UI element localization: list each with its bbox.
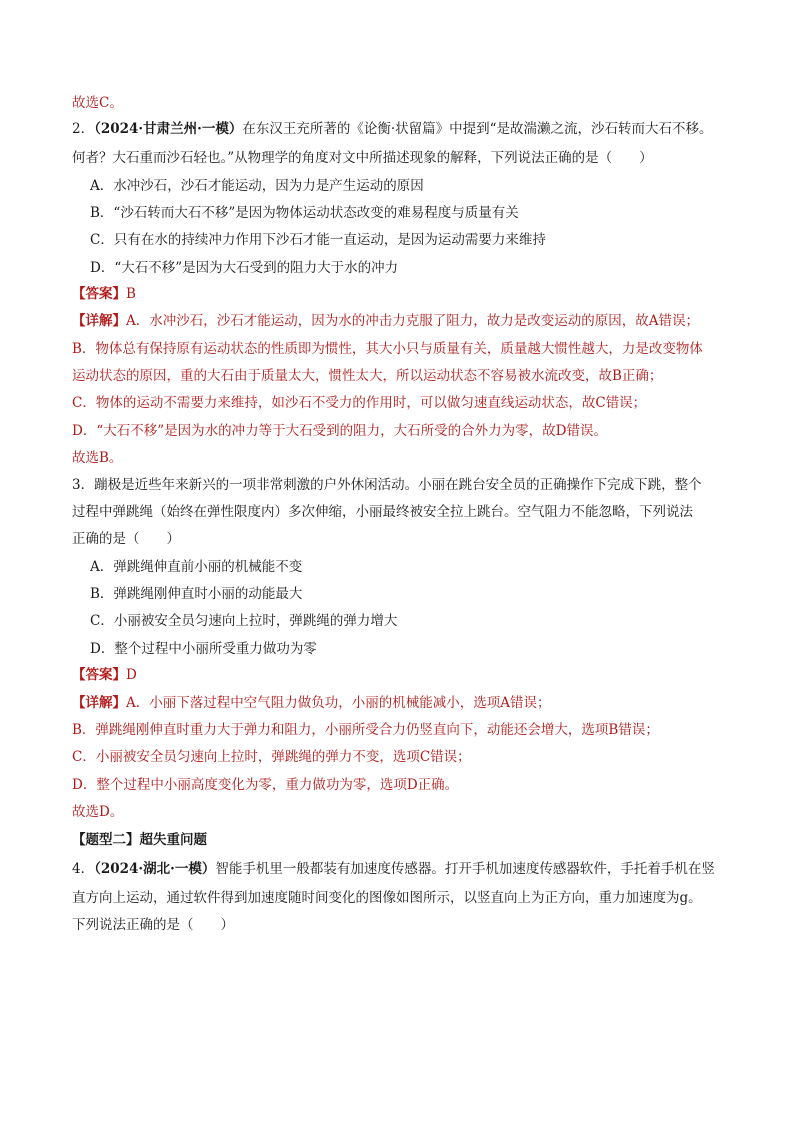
section-heading: 【题型二】超失重问题 xyxy=(72,832,207,848)
question-text: 智能手机里一般都装有加速度传感器。打开手机加速度传感器软件，手托着手机在竖 xyxy=(215,861,715,877)
question-2-explanation-line-1 xyxy=(72,312,699,330)
question-2-conclusion: 故选B。 xyxy=(72,450,123,466)
question-text: 在东汉王充所著的《论衡·状留篇》中提到“是故湍濑之流，沙石转而大石不移。 xyxy=(242,121,713,137)
question-3-explanation-line-3: C．小丽被安全员匀速向上拉时，弹跳绳的弹力不变，选项C错误； xyxy=(72,749,471,765)
question-3-conclusion: 故选D。 xyxy=(72,804,124,820)
answer-value: B xyxy=(126,286,136,302)
conclusion-line: 故选C。 xyxy=(72,95,123,111)
question-2-stem-line-1 xyxy=(72,120,713,138)
question-3-option-a: A．弹跳绳伸直前小丽的机械能不变 xyxy=(90,559,303,575)
answer-value: D xyxy=(126,667,137,683)
question-3-explanation-line-1 xyxy=(72,694,551,712)
question-2-option-a: A．水冲沙石，沙石才能运动，因为力是产生运动的原因 xyxy=(90,178,424,194)
question-2-explanation-line-5: D．“大石不移”是因为水的冲力等于大石受到的阻力，大石所受的合外力为零，故D错误。 xyxy=(72,423,607,439)
question-4-stem-line-2: 直方向上运动，通过软件得到加速度随时间变化的图像如图所示，以竖直向上为正方向，重力加速度为g。 xyxy=(72,890,702,906)
question-3-explanation-line-4: D．整个过程中小丽高度变化为零，重力做功为零，选项D正确。 xyxy=(72,777,459,793)
question-2-answer xyxy=(72,285,136,303)
question-3-explanation-line-2: B．弹跳绳刚伸直时重力大于弹力和阻力，小丽所受合力仍竖直向下，动能还会增大，选项B错误； xyxy=(72,722,659,738)
question-source: （2024·甘肃兰州·一模） xyxy=(94,121,243,137)
question-2-option-b: B．“沙石转而大石不移”是因为物体运动状态改变的难易程度与质量有关 xyxy=(90,205,519,221)
question-source: （2024·湖北·一模） xyxy=(94,861,216,877)
explanation-text: A．小丽下落过程中空气阻力做负功，小丽的机械能减小，选项A错误； xyxy=(126,695,551,711)
question-3-answer xyxy=(72,666,137,684)
question-2-explanation-line-4: C．物体的运动不需要力来维持，如沙石不受力的作用时，可以做匀速直线运动状态，故C错误； xyxy=(72,395,647,411)
question-2-option-d: D．“大石不移”是因为大石受到的阻力大于水的冲力 xyxy=(90,260,399,276)
question-3-stem-line-1: 3．蹦极是近些年来新兴的一项非常刺激的户外休闲活动。小丽在跳台安全员的正确操作下完成下跳，整个 xyxy=(72,477,702,493)
question-3-option-d: D．整个过程中小丽所受重力做功为零 xyxy=(90,641,317,657)
question-2-option-c: C．只有在水的持续冲力作用下沙石才能一直运动，是因为运动需要力来维持 xyxy=(90,232,546,248)
answer-tag: 【答案】 xyxy=(72,667,126,683)
question-2-stem-line-2: 何者？大石重而沙石轻也。”从物理学的角度对文中所描述现象的解释，下列说法正确的是（ ） xyxy=(72,150,653,166)
explanation-text: A．水冲沙石，沙石才能运动，因为水的冲击力克服了阻力，故力是改变运动的原因，故A错误； xyxy=(126,313,699,329)
question-3-stem-line-3: 正确的是（ ） xyxy=(72,531,180,547)
question-number: 2． xyxy=(72,121,95,137)
explanation-tag: 【详解】 xyxy=(72,313,126,329)
question-2-explanation-line-3: 运动状态的原因，重的大石由于质量太大，惯性太大，所以运动状态不容易被水流改变，故B正确； xyxy=(72,368,663,384)
question-4-stem-line-1 xyxy=(72,860,715,878)
question-number: 4． xyxy=(72,861,95,877)
explanation-tag: 【详解】 xyxy=(72,695,126,711)
answer-tag: 【答案】 xyxy=(72,286,126,302)
question-3-option-c: C．小丽被安全员匀速向上拉时，弹跳绳的弹力增大 xyxy=(90,613,398,629)
question-2-explanation-line-2: B．物体总有保持原有运动状态的性质即为惯性，其大小只与质量有关，质量越大惯性越大，力是改变物体 xyxy=(72,341,703,357)
question-4-stem-line-3: 下列说法正确的是（ ） xyxy=(72,917,234,933)
question-3-option-b: B．弹跳绳刚伸直时小丽的动能最大 xyxy=(90,586,303,602)
question-3-stem-line-2: 过程中弹跳绳（始终在弹性限度内）多次伸缩，小丽最终被安全拉上跳台。空气阻力不能忽略，下列说法 xyxy=(72,504,693,520)
